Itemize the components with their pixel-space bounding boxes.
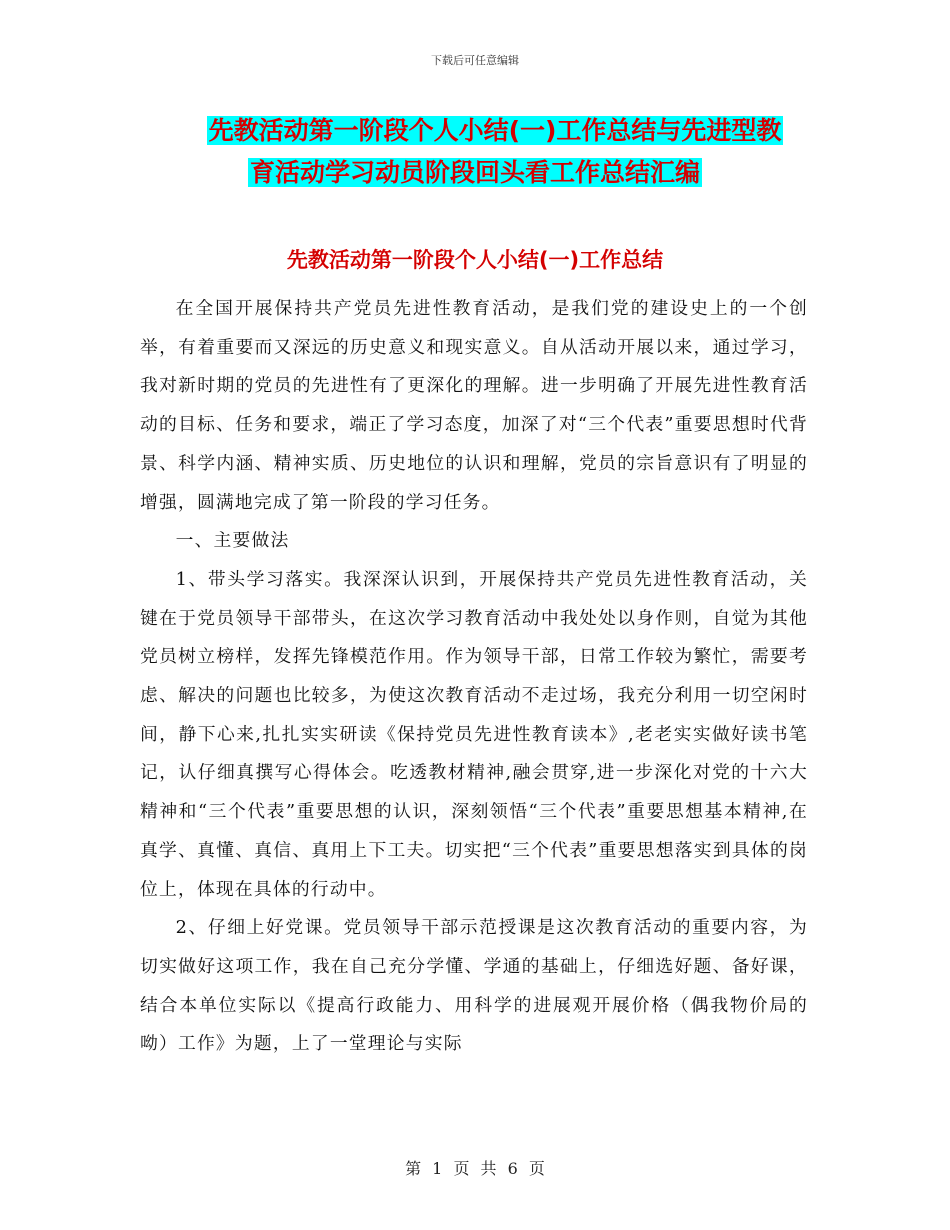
paragraph: 2、仔细上好党课。党员领导干部示范授课是这次教育活动的重要内容，为切实做好这项工作，我在自己充分学懂、学通的基础上，仔细选好题、备好课，结合本单位实际以《提高行政能力、用科学的进展观开展价格（偶我物价局的呦）工作》为题，上了一堂理论与实际: [140, 917, 808, 1055]
paragraph-heading: 一、主要做法: [175, 530, 290, 552]
title-highlight: 先教活动第一阶段个人小结(一)工作总结与先进型教: [208, 116, 782, 145]
body-text: [140, 290, 808, 1064]
paragraph: 在全国开展保持共产党员先进性教育活动，是我们党的建设史上的一个创举，有着重要而又深远的历史意义和现实意义。自从活动开展以来，通过学习，我对新时期的党员的先进性有了更深化的理解。进一步明确了开展先进性教育活动的目标、任务和要求，端正了学习态度，加深了对“三个代表”重要思想时代背景、科学内涵、精神实质、历史地位的认识和理解，党员的宗旨意识有了明显的增强，圆满地完成了第一阶段的学习任务。: [140, 298, 808, 513]
document-title-line-2: [0, 152, 950, 194]
paragraph: 1、带头学习落实。我深深认识到，开展保持共产党员先进性教育活动，关键在于党员领导干部带头，在这次学习教育活动中我处处以身作则，自觉为其他党员树立榜样，发挥先锋模范作用。作为领导干部，日常工作较为繁忙，需要考虑、解决的问题也比较多，为使这次教育活动不走过场，我充分利用一切空闲时间，静下心来,扎扎实实研读《保持党员先进性教育读本》,老老实实做好读书笔记，认仔细真撰写心得体会。吃透教材精神,融会贯穿,进一步深化对党的十六大精神和“三个代表”重要思想的认识，深刻领悟“三个代表”重要思想基本精神,在真学、真懂、真信、真用上下工夫。切实把“三个代表”重要思想落实到具体的岗位上，体现在具体的行动中。: [140, 568, 808, 900]
title-highlight: 育活动学习动员阶段回头看工作总结汇编: [249, 158, 700, 187]
header-note: 下载后可任意编辑: [431, 54, 519, 67]
page-footer: 第 1 页 共 6 页: [405, 1159, 545, 1178]
section-title: 先教活动第一阶段个人小结(一)工作总结: [286, 248, 664, 272]
document-title-line-1: [0, 110, 950, 152]
